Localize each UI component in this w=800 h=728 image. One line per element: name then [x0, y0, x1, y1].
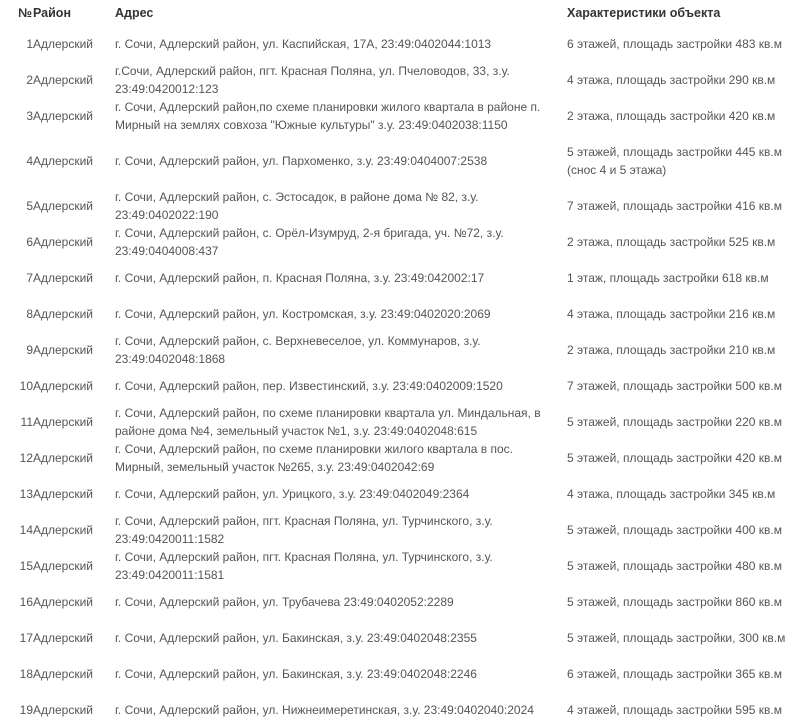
row-number: 4 [26, 154, 33, 168]
row-characteristics: 6 этажей, площадь застройки 483 кв.м [567, 37, 782, 51]
row-district: Адлерский [33, 631, 94, 645]
table-row [0, 188, 800, 224]
table-row [0, 134, 800, 188]
row-address: г. Сочи, Адлерский район, п. Красная Поляна, з.у. 23:49:042002:17 [115, 271, 485, 285]
row-characteristics: 4 этажей, площадь застройки 595 кв.м [567, 703, 782, 717]
row-characteristics: 5 этажей, площадь застройки 480 кв.м [567, 559, 782, 573]
row-address: г. Сочи, Адлерский район, ул. Бакинская, з.у. 23:49:0402048:2246 [115, 667, 477, 681]
row-number: 17 [19, 631, 33, 645]
header-address: Адрес [115, 6, 154, 20]
row-district: Адлерский [33, 487, 94, 501]
table-row [0, 656, 800, 692]
row-district: Адлерский [33, 109, 94, 123]
header-district: Район [33, 6, 71, 20]
row-number: 19 [19, 703, 33, 717]
table-row [0, 26, 800, 62]
row-address: г. Сочи, Адлерский район, ул. Бакинская, з.у. 23:49:0402048:2355 [115, 631, 477, 645]
row-address: г. Сочи, Адлерский район, ул. Пархоменко, з.у. 23:49:0404007:2538 [115, 154, 488, 168]
row-characteristics: 4 этажа, площадь застройки 345 кв.м [567, 487, 776, 501]
table-row [0, 332, 800, 368]
header-number: № [18, 6, 32, 20]
row-characteristics: 2 этажа, площадь застройки 525 кв.м [567, 235, 776, 249]
row-address: г. Сочи, Адлерский район, с. Эстосадок, в районе дома № 82, з.у. 23:49:0402022:190 [115, 190, 479, 222]
row-district: Адлерский [33, 199, 94, 213]
row-number: 1 [26, 37, 33, 51]
row-district: Адлерский [33, 343, 94, 357]
table-header-row [0, 0, 800, 26]
row-address: г. Сочи, Адлерский район, пер. Известинский, з.у. 23:49:0402009:1520 [115, 379, 503, 393]
row-number: 10 [19, 379, 33, 393]
row-district: Адлерский [33, 379, 94, 393]
table-row [0, 692, 800, 728]
row-address: г. Сочи, Адлерский район, по схеме планировки жилого квартала в пос. Мирный, земельный участок №265, з.у. 23:49:0402042:69 [115, 442, 513, 474]
row-address: г. Сочи, Адлерский район, с. Орёл-Изумруд, 2-я бригада, уч. №72, з.у. 23:49:0404008:437 [115, 226, 504, 258]
row-address: г.Сочи, Адлерский район, пгт. Красная Поляна, ул. Пчеловодов, 33, з.у. 23:49:0420012:123 [115, 64, 510, 96]
row-address: г. Сочи, Адлерский район,по схеме планировки жилого квартала в районе п. Мирный на землях совхоза "Южные культуры" з.у. 23:49:0402038:1150 [115, 100, 541, 132]
row-characteristics: 7 этажей, площадь застройки 500 кв.м [567, 379, 782, 393]
table-row [0, 98, 800, 134]
row-number: 11 [20, 415, 33, 429]
row-characteristics: 5 этажей, площадь застройки 420 кв.м [567, 451, 782, 465]
row-address: г. Сочи, Адлерский район, ул. Трубачева 23:49:0402052:2289 [115, 595, 454, 609]
row-number: 16 [19, 595, 33, 609]
row-number: 12 [19, 451, 33, 465]
row-district: Адлерский [33, 667, 94, 681]
table-row [0, 476, 800, 512]
table-row [0, 584, 800, 620]
row-characteristics: 5 этажей, площадь застройки 860 кв.м [567, 595, 782, 609]
row-address: г. Сочи, Адлерский район, ул. Нижнеимеретинская, з.у. 23:49:0402040:2024 [115, 703, 534, 717]
row-district: Адлерский [33, 73, 94, 87]
row-district: Адлерский [33, 703, 94, 717]
row-district: Адлерский [33, 235, 94, 249]
table-row [0, 440, 800, 476]
table-row [0, 296, 800, 332]
row-address: г. Сочи, Адлерский район, ул. Костромская, з.у. 23:49:0402020:2069 [115, 307, 491, 321]
row-number: 18 [19, 667, 33, 681]
table-row [0, 368, 800, 404]
table-row [0, 404, 800, 440]
row-characteristics: 7 этажей, площадь застройки 416 кв.м [567, 199, 782, 213]
row-district: Адлерский [33, 595, 94, 609]
row-number: 2 [26, 73, 33, 87]
row-district: Адлерский [33, 559, 94, 573]
row-characteristics: 5 этажей, площадь застройки 445 кв.м (снос 4 и 5 этажа) [567, 145, 782, 177]
header-characteristics: Характеристики объекта [567, 6, 721, 20]
row-number: 8 [26, 307, 33, 321]
row-characteristics: 2 этажа, площадь застройки 210 кв.м [567, 343, 776, 357]
table-row [0, 260, 800, 296]
table-row [0, 224, 800, 260]
row-number: 13 [19, 487, 33, 501]
row-district: Адлерский [33, 307, 94, 321]
row-characteristics: 6 этажей, площадь застройки 365 кв.м [567, 667, 782, 681]
row-address: г. Сочи, Адлерский район, по схеме планировки квартала ул. Миндальная, в районе дома №4, земельный участок №1, з.у. 23:49:0402048:615 [115, 406, 541, 438]
table-row [0, 62, 800, 98]
row-characteristics: 4 этажа, площадь застройки 290 кв.м [567, 73, 776, 87]
row-number: 7 [26, 271, 33, 285]
row-district: Адлерский [33, 154, 94, 168]
table-row [0, 620, 800, 656]
row-characteristics: 2 этажа, площадь застройки 420 кв.м [567, 109, 776, 123]
row-characteristics: 1 этаж, площадь застройки 618 кв.м [567, 271, 769, 285]
row-number: 3 [26, 109, 33, 123]
row-characteristics: 5 этажей, площадь застройки 400 кв.м [567, 523, 782, 537]
row-number: 14 [19, 523, 33, 537]
table-row [0, 512, 800, 548]
row-characteristics: 4 этажа, площадь застройки 216 кв.м [567, 307, 776, 321]
row-address: г. Сочи, Адлерский район, ул. Каспийская, 17А, 23:49:0402044:1013 [115, 37, 492, 51]
row-characteristics: 5 этажей, площадь застройки, 300 кв.м [567, 631, 786, 645]
row-address: г. Сочи, Адлерский район, пгт. Красная Поляна, ул. Турчинского, з.у. 23:49:0420011:1582 [115, 514, 493, 546]
row-address: г. Сочи, Адлерский район, с. Верхневеселое, ул. Коммунаров, з.у. 23:49:0402048:1868 [115, 334, 481, 366]
row-district: Адлерский [33, 37, 94, 51]
table-row [0, 548, 800, 584]
table-body [0, 26, 800, 728]
row-district: Адлерский [33, 523, 94, 537]
row-district: Адлерский [33, 271, 94, 285]
row-address: г. Сочи, Адлерский район, ул. Урицкого, з.у. 23:49:0402049:2364 [115, 487, 470, 501]
row-address: г. Сочи, Адлерский район, пгт. Красная Поляна, ул. Турчинского, з.у. 23:49:0420011:1581 [115, 550, 493, 582]
row-characteristics: 5 этажей, площадь застройки 220 кв.м [567, 415, 782, 429]
row-number: 9 [26, 343, 33, 357]
row-number: 6 [26, 235, 33, 249]
row-district: Адлерский [33, 415, 94, 429]
row-number: 15 [19, 559, 33, 573]
row-number: 5 [26, 199, 33, 213]
row-district: Адлерский [33, 451, 94, 465]
